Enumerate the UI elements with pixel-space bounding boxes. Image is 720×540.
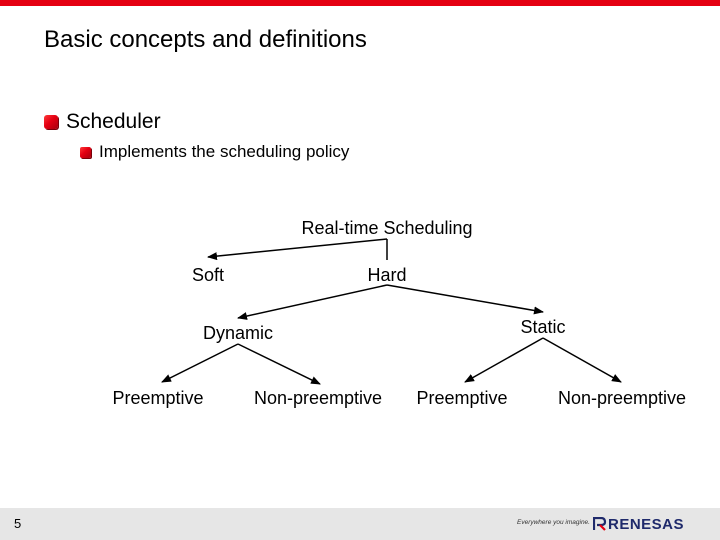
- edge-root-to-soft: [208, 239, 387, 257]
- node-hard: Hard: [367, 265, 407, 285]
- footer-bar: [0, 508, 720, 540]
- node-dynamic-preemptive: Preemptive: [112, 388, 204, 408]
- page-number: 5: [14, 516, 22, 531]
- node-soft: Soft: [191, 265, 225, 285]
- bullet-text: Scheduler: [66, 110, 161, 133]
- sub-bullet-text: Implements the scheduling policy: [99, 142, 350, 161]
- node-dynamic-non-preemptive: Non-preemptive: [253, 388, 383, 408]
- renesas-logo: [593, 516, 684, 532]
- edge-static-to-nonpreemptive: [543, 338, 621, 382]
- node-static-preemptive: Preemptive: [416, 388, 508, 408]
- slide-title: Basic concepts and definitions: [44, 26, 367, 53]
- node-static: Static: [520, 317, 566, 337]
- edge-hard-to-static: [387, 285, 543, 312]
- edge-dynamic-to-preemptive: [162, 344, 238, 382]
- renesas-logo-mark-icon: [593, 517, 607, 531]
- logo-text: RENESAS: [608, 515, 685, 533]
- node-real-time-scheduling: Real-time Scheduling: [301, 218, 473, 238]
- edge-static-to-preemptive: [465, 338, 543, 382]
- edge-dynamic-to-nonpreemptive: [238, 344, 320, 384]
- tagline: Everywhere you imagine.: [517, 519, 590, 526]
- node-static-non-preemptive: Non-preemptive: [557, 388, 687, 408]
- edge-hard-to-dynamic: [238, 285, 387, 318]
- node-dynamic: Dynamic: [202, 323, 274, 343]
